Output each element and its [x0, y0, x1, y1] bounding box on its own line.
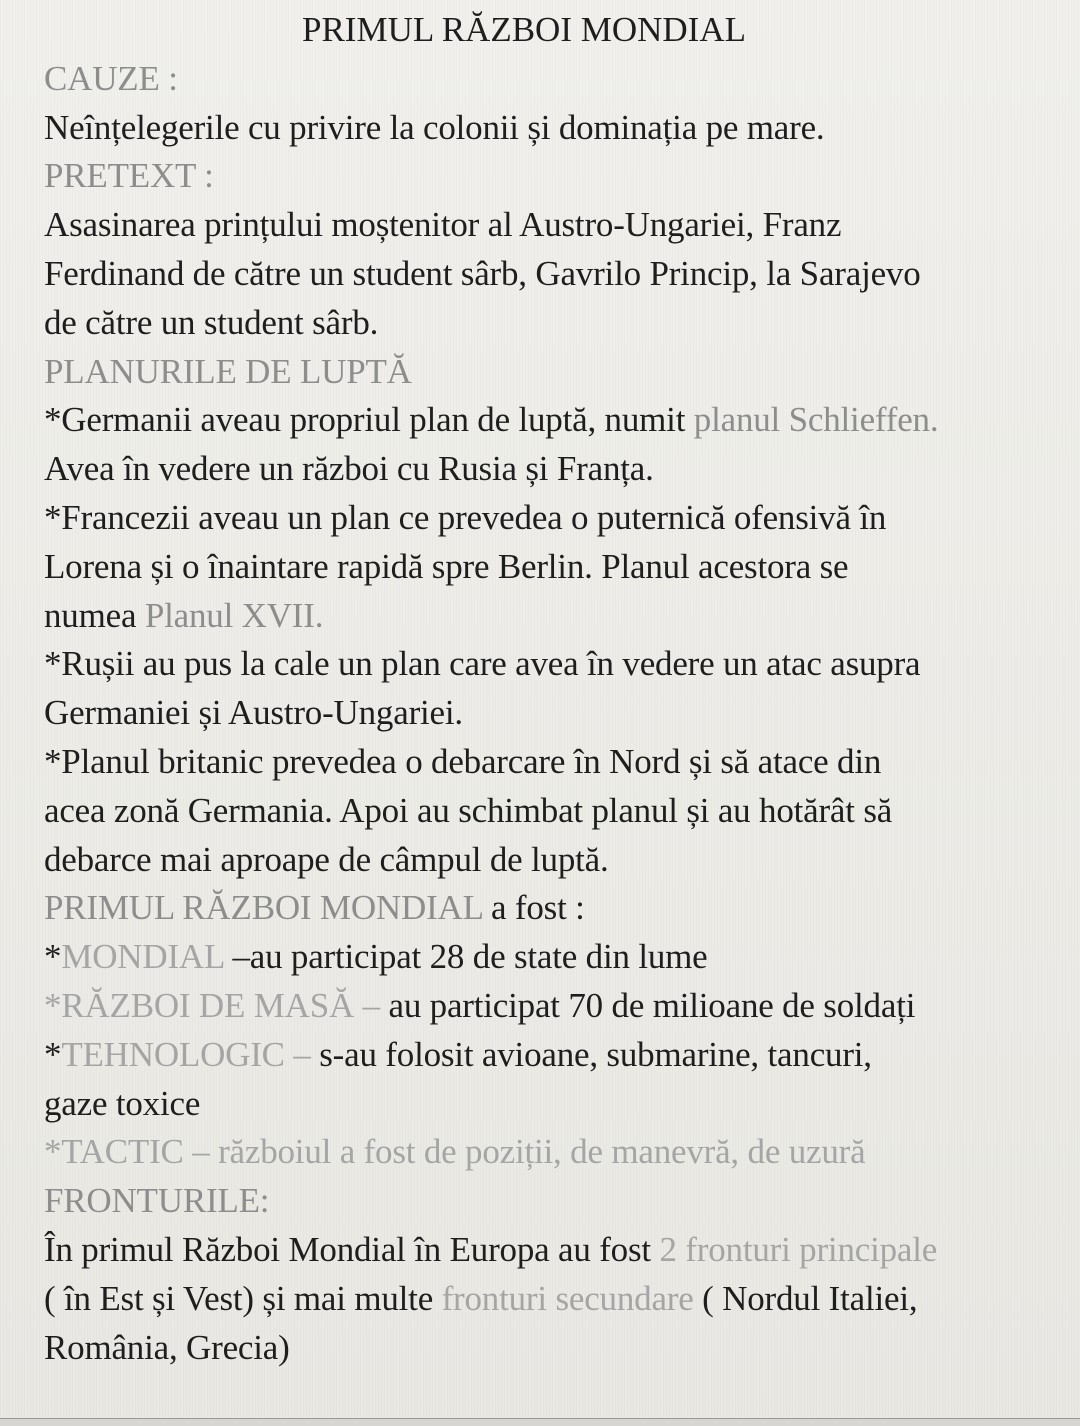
masa-text: au participat 70 de milioane de soldați — [388, 985, 916, 1025]
caracteristici-heading-label: PRIMUL RĂZBOI MONDIAL — [44, 888, 483, 928]
fronturi-line-3: România, Grecia) — [44, 1327, 290, 1367]
fronturi-line-1-text: În primul Război Mondial în Europa au fost — [44, 1229, 660, 1269]
page-title: PRIMUL RĂZBOI MONDIAL — [302, 10, 746, 49]
fronturi-line-2-text: ( în Est și Vest) și mai multe — [44, 1278, 442, 1318]
tehnologic-star: * — [44, 1034, 62, 1074]
plan-franta-line-2: Lorena și o înaintare rapidă spre Berlin. Planul acestora se — [44, 546, 849, 586]
mondial-label: MONDIAL — [61, 937, 233, 977]
plan-germania-text: *Germanii aveau propriul plan de luptă, numit — [44, 400, 694, 440]
plan-franta-line-1: *Francezii aveau un plan ce prevedea o puternică ofensivă în — [44, 497, 887, 537]
pretext-line-3: de către un student sârb. — [44, 302, 379, 342]
plan-germania-line-2: Avea în vedere un război cu Rusia și Franța. — [44, 449, 654, 489]
fronturi-principale: 2 fronturi principale — [659, 1229, 938, 1269]
fronturi-line-2 — [44, 1275, 1064, 1324]
planuri-heading: PLANURILE DE LUPTĂ — [44, 351, 412, 391]
tehnologic-label: TEHNOLOGIC — [61, 1034, 285, 1074]
masa-label: *RĂZBOI DE MASĂ — [44, 985, 355, 1025]
caracteristici-heading — [44, 884, 1064, 933]
plan-britanic-line-2: acea zonă Germania. Apoi au schimbat planul și au hotărât să — [44, 790, 893, 830]
plan-rusia-line-1: *Rușii au pus la cale un plan care avea în vedere un atac asupra — [44, 644, 921, 684]
mondial-star: * — [44, 937, 62, 977]
plan-britanic-line-3: debarce mai aproape de câmpul de luptă. — [44, 839, 609, 879]
mondial-text: –au participat 28 de state din lume — [232, 937, 708, 977]
pretext-line-1: Asasinarea prințului moștenitor al Austro-Ungariei, Franz — [44, 205, 842, 245]
masa-dash: – — [354, 985, 389, 1025]
caracteristica-mondial — [44, 933, 1064, 982]
caracteristica-tehnologic — [44, 1031, 1064, 1080]
tehnologic-text: s-au folosit avioane, submarine, tancuri, — [319, 1034, 872, 1074]
caracteristici-heading-suffix: a fost : — [482, 888, 585, 928]
document-body — [44, 6, 1064, 1372]
plan-franta-numea: numea — [44, 595, 145, 635]
plan-rusia-line-2: Germaniei și Austro-Ungariei. — [44, 693, 463, 733]
plan-britanic-line-1: *Planul britanic prevedea o debarcare în Nord și să atace din — [44, 741, 882, 781]
plan-germania-line-1 — [44, 396, 1064, 445]
cauze-heading: CAUZE : — [44, 58, 178, 98]
caracteristica-tactic: *TACTIC – războiul a fost de poziții, de manevră, de uzură — [44, 1132, 866, 1172]
planul-schlieffen: planul Schlieffen. — [693, 400, 939, 440]
planul-xvii: Planul XVII. — [144, 595, 324, 635]
caracteristica-masa — [44, 982, 1064, 1031]
fronturi-line-2-end: ( Nordul Italiei, — [693, 1278, 918, 1318]
caracteristica-tehnologic-line-2: gaze toxice — [44, 1083, 201, 1123]
tehnologic-dash: – — [284, 1034, 320, 1074]
fronturi-heading: FRONTURILE: — [44, 1181, 270, 1221]
pretext-heading: PRETEXT : — [44, 156, 214, 196]
fronturi-secundare: fronturi secundare — [441, 1278, 694, 1318]
plan-franta-line-3 — [44, 592, 1064, 641]
cauze-text: Neînțelegerile cu privire la colonii și dominația pe mare. — [44, 107, 825, 147]
pretext-line-2: Ferdinand de către un student sârb, Gavrilo Princip, la Sarajevo — [44, 253, 921, 293]
fronturi-line-1 — [44, 1226, 1064, 1275]
